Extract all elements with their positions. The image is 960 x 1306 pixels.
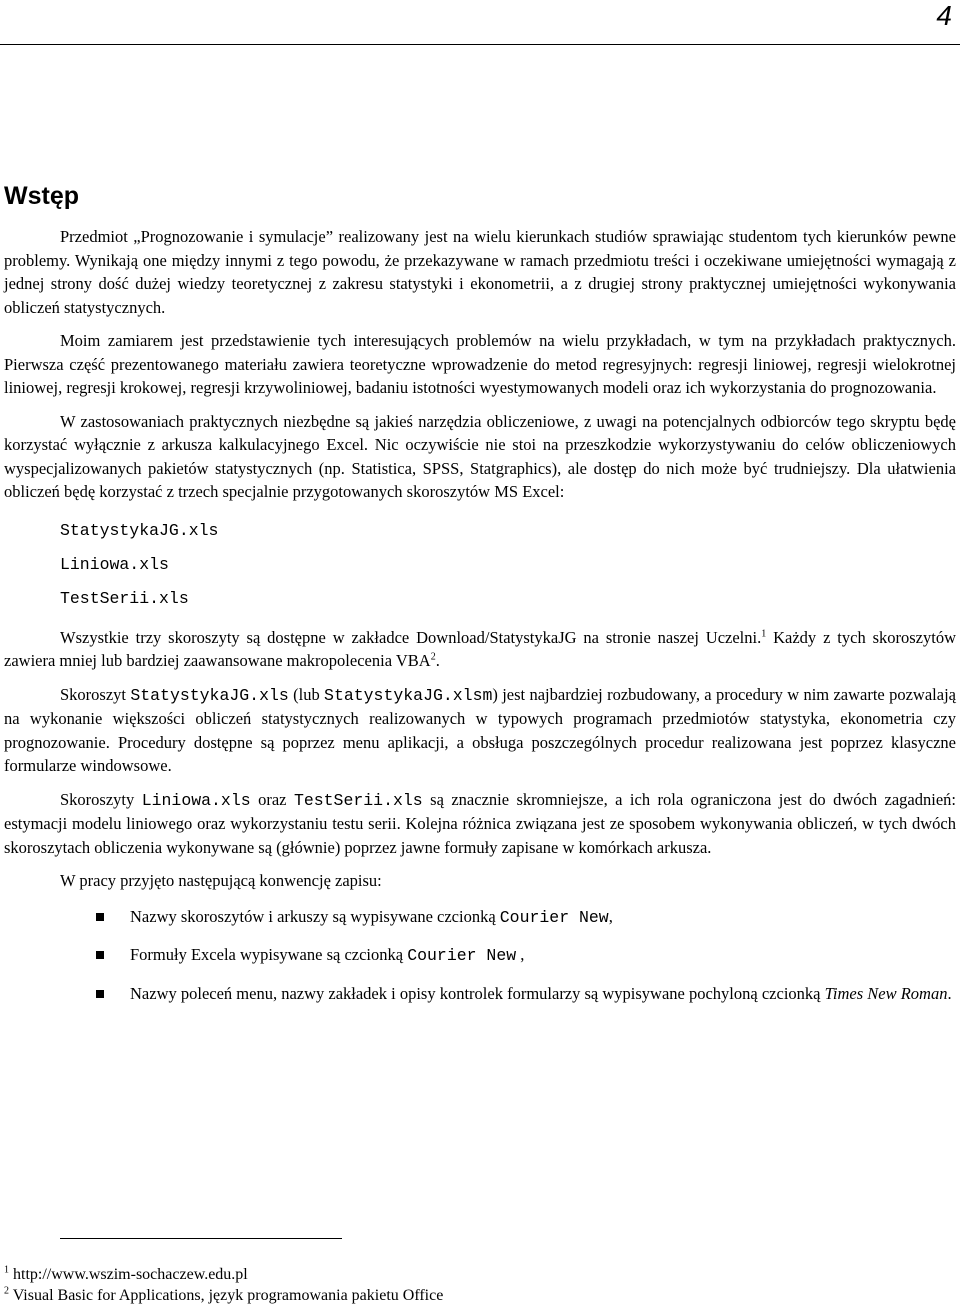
paragraph-6 bbox=[4, 788, 956, 860]
file-name: Liniowa.xls bbox=[60, 554, 169, 574]
text: (lub bbox=[288, 684, 325, 704]
bullet-square-icon bbox=[96, 990, 104, 998]
footnote-text[interactable]: http://www.wszim-sochaczew.edu.pl bbox=[9, 1266, 248, 1283]
text: są znacznie skromniejsze, a ich rola ograniczona jest do dwóch zagadnień: estymacji modelu liniowego oraz wykorzystaniu testu serii. Kolejna różnica związana jest ze sposobem wykonywania obliczeń, w tych dwóch skoroszytach obliczenia wykonywane są (głównie) poprzez jawne formuły zapisane w komórkach arkusza. bbox=[4, 789, 956, 857]
file-list bbox=[4, 514, 956, 616]
paragraph-1: Przedmiot „Prognozowanie i symulacje” realizowany jest na wielu kierunkach studiów sprawiając studentom tych kierunków pewne problemy. Wynikają one między innymi z tego powodu, że przekazywane w ramach przedmiotu treści i oczekiwane umiejętności wymagają z jednej strony dość dużej wiedzy teoretycznej z zakresu statystyki i ekonometrii, a z drugiej strony praktycznej umiejętności wykonywania obliczeń statystycznych. bbox=[4, 227, 956, 317]
text: . bbox=[947, 983, 952, 1003]
footnote-2 bbox=[4, 1285, 443, 1306]
file-name-inline: StatystykaJG.xlsm bbox=[324, 685, 493, 705]
font-name: Courier New bbox=[499, 907, 609, 927]
paragraph-2: Moim zamiarem jest przedstawienie tych interesujących problemów na wielu przykładach, w tym na przykładach praktycznych. Pierwsza część prezentowanego materiału zawiera teoretyczne wprowadzenie do metod regresyjnych: regresji liniowej, regresji wielokrotnej liniowej, regresji krokowej, regresji krzywoliniowej, badaniu istotności wyestymowanych modeli oraz ich wykorzystania do prognozowania. bbox=[4, 331, 956, 397]
list-item bbox=[4, 982, 956, 1006]
list-item bbox=[4, 905, 956, 930]
font-name: Courier New bbox=[407, 946, 517, 965]
text: Formuły Excela wypisywane są czcionką bbox=[130, 945, 408, 964]
text: Wszystkie trzy skoroszyty są dostępne w zakładce Download/StatystykaJG na stronie naszej Uczelni. bbox=[60, 627, 762, 647]
paragraph-3: W zastosowaniach praktycznych niezbędne są jakieś narzędzia obliczeniowe, z uwagi na potencjalnych odbiorców tego skryptu będę korzystać wyłącznie z arkusza kalkulacyjnego Excel. Nic oczywiście nie stoi na przeszkodzie wykorzystywaniu do celów obliczeniowych wyspecjalizowanych pakietów statystycznych (np. Statistica, SPSS, Statgraphics), ale dostęp do nich może być trudniejszy. Dla ułatwienia obliczeń będę korzystać z trzech specjalnie przygotowanych skoroszytów MS Excel: bbox=[4, 411, 956, 501]
paragraph-4 bbox=[4, 626, 956, 673]
text: . bbox=[435, 651, 440, 670]
file-name-inline: TestSerii.xls bbox=[293, 790, 423, 810]
text: , bbox=[516, 945, 525, 964]
text: , bbox=[608, 906, 613, 926]
file-name-inline: Liniowa.xls bbox=[141, 790, 251, 810]
convention-list bbox=[4, 905, 956, 1006]
text: Skoroszyty bbox=[60, 789, 142, 809]
paragraph-5 bbox=[4, 683, 956, 778]
footnote-separator bbox=[60, 1238, 342, 1239]
text: Każdy z tych skoroszytów zawiera mniej lub bardziej zaawansowane makropolecenia VBA bbox=[4, 627, 956, 670]
footnote-number: 1 bbox=[4, 1264, 9, 1276]
footnotes bbox=[4, 1264, 443, 1306]
page-number: 4 bbox=[936, 0, 952, 31]
font-name: Times New Roman bbox=[824, 983, 948, 1003]
header-rule bbox=[0, 44, 960, 45]
footnote-ref-1[interactable]: 1 bbox=[761, 628, 767, 639]
text: Nazwy poleceń menu, nazwy zakładek i opisy kontrolek formularzy są wypisywane pochyloną czcionką bbox=[130, 983, 825, 1003]
footnote-text: Visual Basic for Applications, język programowania pakietu Office bbox=[9, 1287, 444, 1304]
footnote-ref-2[interactable]: 2 bbox=[430, 651, 436, 663]
file-name: StatystykaJG.xls bbox=[60, 520, 219, 540]
footnote-1 bbox=[4, 1264, 443, 1285]
text: ) jest najbardziej rozbudowany, a procedury w nim zawarte pozwalają na wykonanie większości obliczeń statystycznych realizowanych w typowych programach przedmiotów statystyka, ekonometria czy prognozowanie. Procedury dostępne są poprzez menu aplikacji, a obsługa poszczególnych procedur realizowana jest poprzez klasyczne formularze windowsowe. bbox=[4, 684, 956, 775]
bullet-square-icon bbox=[96, 951, 104, 959]
section-title: Wstęp bbox=[4, 182, 79, 210]
file-name-inline: StatystykaJG.xls bbox=[130, 685, 289, 705]
list-item bbox=[4, 943, 956, 968]
text: oraz bbox=[250, 789, 294, 809]
file-name: TestSerii.xls bbox=[60, 588, 189, 608]
text: Skoroszyt bbox=[60, 684, 131, 704]
paragraph-7: W pracy przyjęto następującą konwencję zapisu: bbox=[60, 871, 382, 890]
text: Nazwy skoroszytów i arkuszy są wypisywane czcionką bbox=[130, 906, 500, 926]
footnote-number: 2 bbox=[4, 1285, 9, 1297]
body-text bbox=[4, 225, 956, 1019]
bullet-square-icon bbox=[96, 913, 104, 921]
